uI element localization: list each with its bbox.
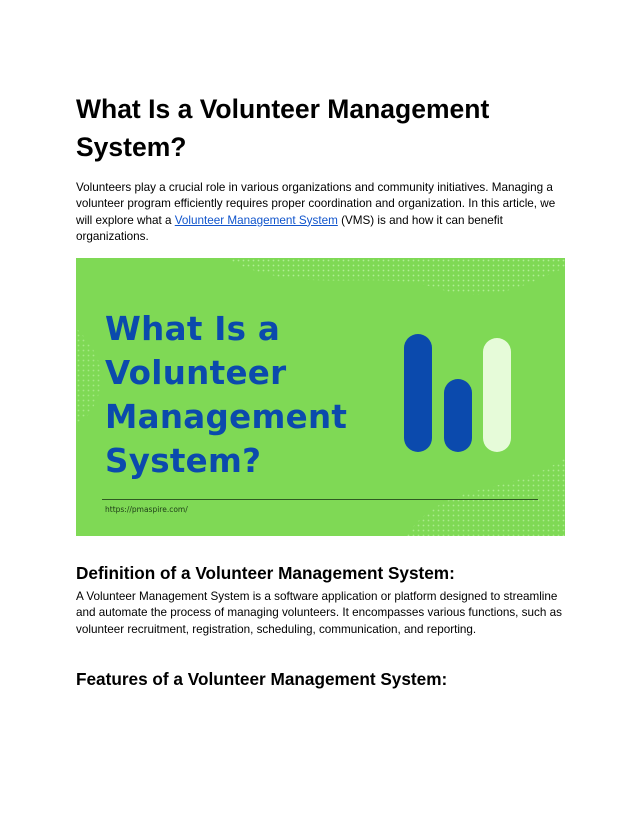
bar-chart-icon-tall	[404, 334, 432, 452]
definition-heading: Definition of a Volunteer Management System:	[76, 563, 455, 583]
banner-divider	[102, 499, 538, 500]
banner-url: https://pmaspire.com/	[105, 505, 188, 514]
banner-title	[105, 307, 347, 483]
bar-chart-icon-short	[444, 379, 472, 452]
banner-title-line: System?	[105, 442, 262, 480]
intro-text-end: (VMS) is and how it can benefit organizations.	[76, 213, 503, 243]
bar-chart-icon-light	[483, 338, 511, 452]
intro-text-start: Volunteers play a crucial role in various organizations and community initiatives. Managing a volunteer program efficiently requires proper coordination and organization. In this article, we will explore what a	[76, 181, 556, 227]
banner-title-line: Management	[105, 398, 348, 436]
intro-paragraph	[76, 180, 566, 245]
definition-paragraph: A Volunteer Management System is a software application or platform designed to streamline and automate the process of managing volunteers. It encompasses various functions, such as volunteer recruitment, registration, scheduling, communication, and reporting.	[76, 590, 562, 636]
vms-link[interactable]: Volunteer Management System	[174, 213, 338, 227]
features-heading: Features of a Volunteer Management System:	[76, 669, 448, 689]
banner-title-line: What Is a	[105, 310, 281, 348]
hero-banner-image	[76, 258, 565, 536]
page-title: What Is a Volunteer Management System?	[76, 94, 490, 162]
banner-title-line: Volunteer	[105, 354, 287, 392]
